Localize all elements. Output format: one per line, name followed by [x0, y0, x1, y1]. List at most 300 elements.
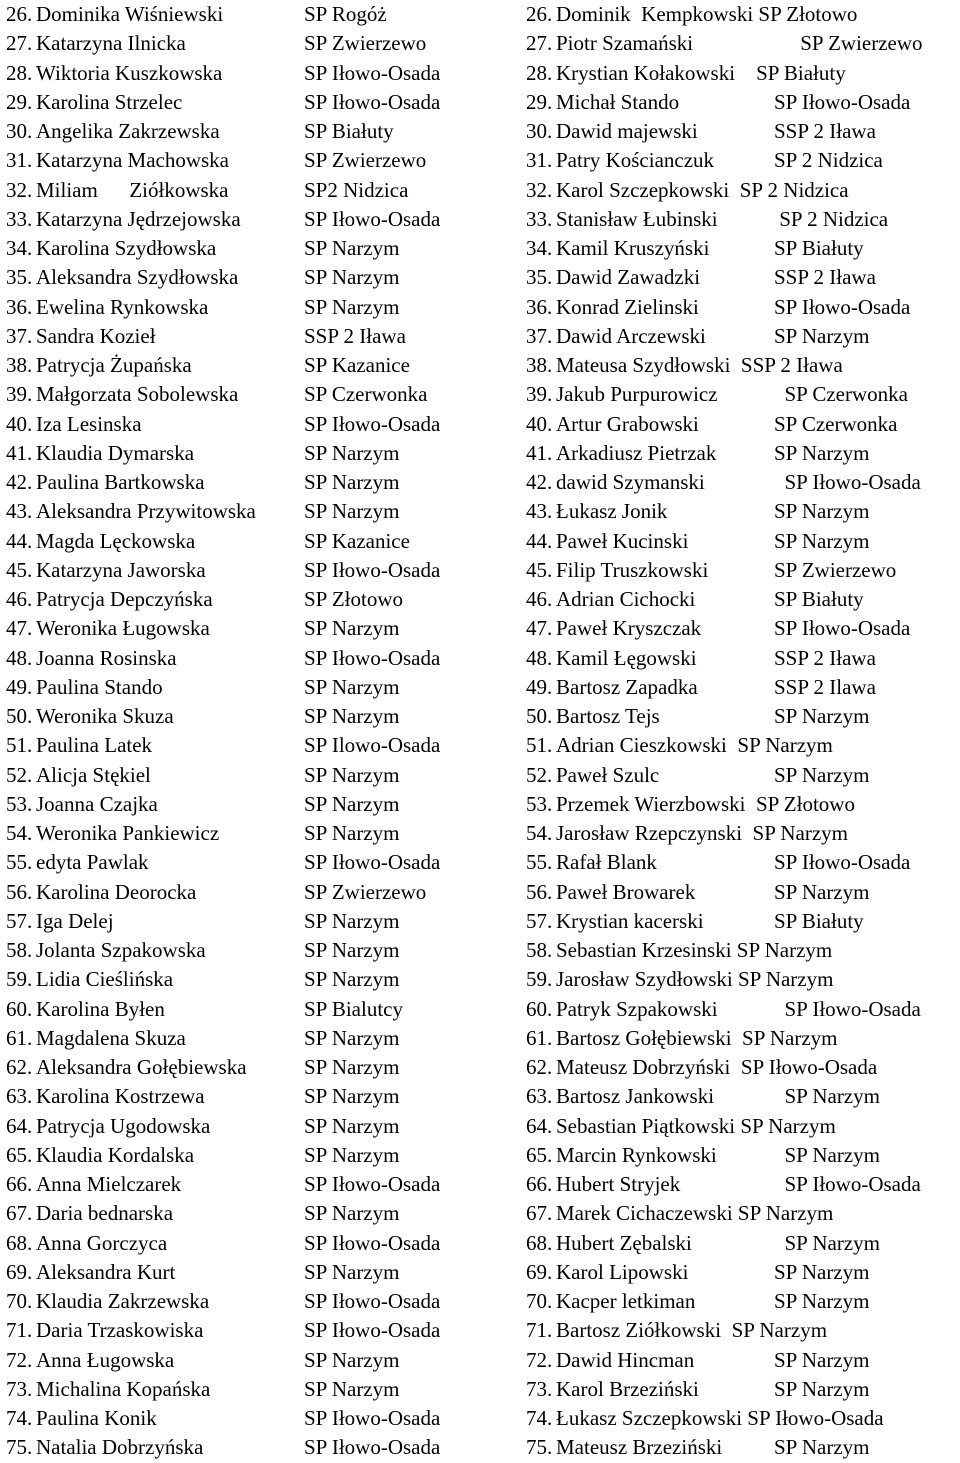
person-name: Jolanta Szpakowska [36, 938, 206, 962]
list-item [526, 146, 960, 175]
list-item [526, 1112, 960, 1141]
school-name: SP Narzym [774, 1230, 880, 1255]
school-name: SP Iłowo-Osada [774, 616, 911, 641]
school-name: SP Narzym [774, 440, 870, 465]
person-name: Bartosz Ziółkowski SP Narzym [556, 1318, 828, 1343]
entry-number: 46. [6, 587, 33, 611]
person-name: Marcin Rynkowski [556, 1142, 717, 1167]
list-item [6, 263, 516, 292]
entry-number: 68. [526, 1230, 553, 1255]
person-name: Bartosz Gołębiewski SP Narzym [556, 1025, 838, 1050]
list-item [6, 1199, 516, 1228]
entry-number: 26. [526, 2, 553, 26]
entry-number: 41. [526, 440, 553, 465]
list-item [526, 0, 960, 29]
list-item [6, 468, 516, 497]
school-name: SP Białuty [304, 119, 394, 143]
list-item [6, 59, 516, 88]
entry-number: 64. [526, 1113, 553, 1138]
list-item [6, 936, 516, 965]
entry-number: 62. [6, 1055, 33, 1079]
school-name: SP Iłowo-Osada [304, 206, 441, 231]
person-name: Karolina Strzelec [36, 89, 183, 114]
school-name: SP Narzym [774, 1347, 870, 1372]
list-item [526, 1141, 960, 1170]
entry-number: 35. [526, 265, 553, 290]
list-item [526, 673, 960, 702]
list-item [526, 556, 960, 585]
list-item [526, 59, 960, 88]
entry-number: 72. [526, 1347, 553, 1372]
person-name: Rafał Blank [556, 850, 657, 875]
school-name: SP Kazanice [304, 528, 410, 553]
entry-number: 59. [6, 967, 33, 992]
list-item [6, 1346, 516, 1375]
person-name: Kacper letkiman [556, 1289, 696, 1313]
school-name: SP Iłowo-Osada [304, 1318, 441, 1343]
entry-number: 29. [6, 89, 33, 114]
school-name: SSP 2 Iława [774, 645, 876, 670]
school-name: SP Czerwonka [304, 382, 428, 407]
school-name: SP Iłowo-Osada [774, 294, 911, 319]
list-item [526, 819, 960, 848]
school-name: SSP 2 Iława [774, 265, 876, 290]
list-item [526, 965, 960, 994]
list-item [6, 1141, 516, 1170]
entry-number: 71. [526, 1318, 553, 1343]
list-item [526, 234, 960, 263]
school-name: SP Iłowo-Osada [774, 89, 911, 114]
list-item [526, 176, 960, 205]
entry-number: 67. [526, 1201, 553, 1226]
entry-number: 56. [6, 879, 33, 904]
person-name: Aleksandra Kurt [36, 1259, 176, 1284]
list-item [6, 790, 516, 819]
person-name: dawid Szymanski [556, 470, 705, 494]
person-name: Paweł Kryszczak [556, 616, 702, 641]
entry-number: 73. [526, 1376, 553, 1401]
person-name: Jarosław Rzepczynski SP Narzym [556, 821, 848, 845]
entry-number: 26. [6, 2, 33, 26]
school-name: SP Iłowo-Osada [304, 60, 441, 85]
list-item [6, 1024, 516, 1053]
entry-number: 54. [526, 821, 553, 845]
list-item [526, 1024, 960, 1053]
person-name: Weronika Pankiewicz [36, 821, 220, 845]
list-item [6, 88, 516, 117]
school-name: SP Iłowo-Osada [304, 1172, 441, 1196]
entry-number: 37. [6, 323, 33, 348]
list-item [526, 1229, 960, 1258]
list-item [6, 1112, 516, 1141]
entry-number: 30. [6, 119, 33, 143]
entry-number: 67. [6, 1201, 33, 1226]
school-name: SP Narzym [774, 1376, 870, 1401]
list-item [526, 1375, 960, 1404]
school-name: SSP 2 Ilawa [774, 674, 876, 699]
entry-number: 49. [526, 674, 553, 699]
list-item [526, 878, 960, 907]
person-name: Kamil Łęgowski [556, 645, 697, 670]
entry-number: 45. [6, 557, 33, 582]
person-name: Dominik Kempkowski SP Złotowo [556, 2, 858, 26]
school-name: SP Narzym [304, 762, 400, 787]
entry-number: 48. [526, 645, 553, 670]
school-name: SP Ilowo-Osada [304, 733, 441, 758]
person-name: Bartosz Zapadka [556, 674, 698, 699]
list-item [526, 29, 960, 58]
school-name: SP Iłowo-Osada [304, 411, 441, 436]
person-name: Sebastian Krzesinski SP Narzym [556, 938, 833, 962]
person-name: Hubert Stryjek [556, 1172, 681, 1196]
school-name: SP Czerwonka [774, 382, 908, 407]
list-item [6, 322, 516, 351]
entry-number: 44. [6, 528, 33, 553]
list-item [6, 234, 516, 263]
school-name: SP Białuty [774, 236, 864, 260]
entry-number: 31. [526, 148, 553, 173]
school-name: SSP 2 Iława [304, 323, 406, 348]
person-name: Dawid Zawadzki [556, 265, 701, 290]
person-name: Alicja Stękiel [36, 762, 151, 787]
entry-number: 56. [526, 879, 553, 904]
person-name: Stanisław Łubinski [556, 206, 718, 231]
school-name: SP Zwierzewo [774, 557, 897, 582]
school-name: SP Złotowo [304, 587, 403, 611]
person-name: Klaudia Dymarska [36, 440, 195, 465]
list-item [6, 965, 516, 994]
entry-number: 35. [6, 265, 33, 290]
school-name: SP Narzym [774, 762, 870, 787]
person-name: Bartosz Tejs [556, 704, 660, 728]
entry-number: 29. [526, 89, 553, 114]
school-name: SP Narzym [774, 528, 870, 553]
person-name: Dawid Arczewski [556, 323, 706, 348]
list-item [6, 146, 516, 175]
school-name: SP Zwierzewo [774, 31, 923, 56]
entry-number: 34. [6, 236, 33, 260]
person-name: Karolina Deorocka [36, 879, 197, 904]
person-name: Natalia Dobrzyńska [36, 1435, 204, 1460]
school-name: SP Iłowo-Osada [774, 470, 921, 494]
school-name: SP Narzym [774, 1259, 870, 1284]
person-name: Wiktoria Kuszkowska [36, 60, 223, 85]
person-name: Krystian Kołakowski SP Białuty [556, 60, 846, 85]
list-item [526, 1404, 960, 1433]
school-name: SP Narzym [304, 1259, 400, 1284]
list-item [6, 614, 516, 643]
person-name: Angelika Zakrzewska [36, 119, 220, 143]
list-item [526, 1433, 960, 1462]
entry-number: 70. [6, 1289, 33, 1313]
person-name: Sandra Kozieł [36, 323, 156, 348]
list-item [526, 1287, 960, 1316]
person-name: Katarzyna Machowska [36, 148, 229, 173]
entry-number: 36. [6, 294, 33, 319]
entry-number: 47. [6, 616, 33, 641]
school-name: SP Narzym [774, 1084, 880, 1109]
list-item [6, 761, 516, 790]
list-item [526, 702, 960, 731]
list-item [526, 1082, 960, 1111]
school-name: SP Narzym [774, 323, 870, 348]
list-item [6, 556, 516, 585]
entry-number: 73. [6, 1376, 33, 1401]
person-name: Daria bednarska [36, 1201, 174, 1226]
school-name: SP Iłowo-Osada [304, 89, 441, 114]
entry-number: 53. [526, 791, 553, 816]
person-name: Paweł Browarek [556, 879, 696, 904]
school-name: SP Narzym [774, 1142, 880, 1167]
person-name: Mateusz Brzeziński [556, 1435, 723, 1460]
person-name: Paulina Latek [36, 733, 153, 758]
person-name: Sebastian Piątkowski SP Narzym [556, 1113, 836, 1138]
entry-number: 43. [526, 499, 553, 524]
school-name: SP Bialutcy [304, 996, 403, 1021]
person-name: Piotr Szamański [556, 31, 694, 56]
person-name: Artur Grabowski [556, 411, 699, 436]
person-name: Mateusa Szydłowski SSP 2 Iława [556, 353, 843, 377]
person-name: Dawid majewski [556, 119, 698, 143]
person-name: Lidia Cieślińska [36, 967, 174, 992]
person-name: Karolina Szydłowska [36, 236, 217, 260]
school-name: SP Kazanice [304, 353, 410, 377]
entry-number: 58. [526, 938, 553, 962]
entry-number: 27. [6, 31, 33, 56]
entry-number: 34. [526, 236, 553, 260]
person-name: Patryk Szpakowski [556, 996, 718, 1021]
entry-number: 72. [6, 1347, 33, 1372]
person-name: Arkadiusz Pietrzak [556, 440, 717, 465]
school-name: SP Zwierzewo [304, 879, 427, 904]
person-name: Karolina Byłen [36, 996, 165, 1021]
entry-number: 53. [6, 791, 33, 816]
entry-number: 28. [6, 60, 33, 85]
person-name: Łukasz Szczepkowski SP Iłowo-Osada [556, 1406, 884, 1430]
entry-number: 61. [6, 1025, 33, 1050]
left-column [6, 0, 516, 1463]
person-name: Patrycja Żupańska [36, 353, 192, 377]
list-item [6, 1170, 516, 1199]
list-item [6, 848, 516, 877]
school-name: SP Iłowo-Osada [774, 996, 921, 1021]
person-name: Joanna Rosinska [36, 645, 177, 670]
list-item [6, 29, 516, 58]
entry-number: 28. [526, 60, 553, 85]
school-name: SP Narzym [304, 821, 400, 845]
entry-number: 47. [526, 616, 553, 641]
school-name: SP Narzym [774, 1289, 870, 1313]
entry-number: 75. [6, 1435, 33, 1460]
entry-number: 57. [526, 908, 553, 933]
list-item [526, 205, 960, 234]
entry-number: 51. [6, 733, 33, 758]
list-item [526, 380, 960, 409]
list-item [526, 293, 960, 322]
entry-number: 42. [526, 470, 553, 494]
person-name: Michał Stando [556, 89, 680, 114]
school-name: SP Narzym [304, 499, 400, 524]
entry-number: 44. [526, 528, 553, 553]
list-item [526, 1170, 960, 1199]
person-name: Michalina Kopańska [36, 1376, 211, 1401]
person-name: Iza Lesinska [36, 411, 142, 436]
person-name: Iga Delej [36, 908, 114, 933]
school-name: SP 2 Nidzica [774, 206, 889, 231]
person-name: Adrian Cichocki [556, 587, 696, 611]
school-name: SP Narzym [304, 265, 400, 290]
entry-number: 60. [526, 996, 553, 1021]
entry-number: 66. [6, 1172, 33, 1196]
person-name: Łukasz Jonik [556, 499, 668, 524]
list-item [526, 497, 960, 526]
school-name: SSP 2 Iława [774, 119, 876, 143]
entry-number: 71. [6, 1318, 33, 1343]
entry-number: 65. [6, 1142, 33, 1167]
person-name: Marek Cichaczewski SP Narzym [556, 1201, 834, 1226]
person-name: edyta Pawlak [36, 850, 149, 875]
list-item [6, 1229, 516, 1258]
school-name: SP Narzym [774, 499, 870, 524]
person-name: Paulina Stando [36, 674, 163, 699]
entry-number: 69. [6, 1259, 33, 1284]
person-name: Jarosław Szydłowski SP Narzym [556, 967, 834, 992]
entry-number: 32. [6, 177, 33, 202]
entry-number: 49. [6, 674, 33, 699]
entry-number: 50. [526, 704, 553, 728]
person-name: Hubert Zębalski [556, 1230, 692, 1255]
person-name: Patrycja Ugodowska [36, 1113, 211, 1138]
entry-number: 33. [6, 206, 33, 231]
person-name: Konrad Zielinski [556, 294, 699, 319]
entry-number: 60. [6, 996, 33, 1021]
entry-number: 27. [526, 31, 553, 56]
school-name: SP Rogóż [304, 2, 387, 26]
list-item [6, 673, 516, 702]
list-item [6, 117, 516, 146]
person-name: Joanna Czajka [36, 791, 158, 816]
entry-number: 74. [6, 1406, 33, 1430]
person-name: Weronika Ługowska [36, 616, 210, 641]
list-item [6, 1433, 516, 1462]
list-item [6, 527, 516, 556]
list-item [6, 907, 516, 936]
entry-number: 64. [6, 1113, 33, 1138]
list-item [526, 644, 960, 673]
entry-number: 68. [6, 1230, 33, 1255]
person-name: Aleksandra Gołębiewska [36, 1055, 247, 1079]
person-name: Aleksandra Szydłowska [36, 265, 239, 290]
entry-number: 50. [6, 704, 33, 728]
list-item [526, 410, 960, 439]
list-item [526, 322, 960, 351]
school-name: SP Narzym [774, 704, 870, 728]
list-item [526, 790, 960, 819]
list-item [6, 293, 516, 322]
entry-number: 40. [526, 411, 553, 436]
person-name: Karol Szczepkowski SP 2 Nidzica [556, 177, 849, 202]
person-name: Krystian kacerski [556, 908, 704, 933]
list-item [6, 0, 516, 29]
right-column [526, 0, 960, 1463]
list-item [526, 1199, 960, 1228]
school-name: SP Narzym [304, 1376, 400, 1401]
school-name: SP Narzym [304, 908, 400, 933]
list-item [526, 1258, 960, 1287]
list-item [6, 351, 516, 380]
entry-number: 63. [526, 1084, 553, 1109]
person-name: Karol Lipowski [556, 1259, 689, 1284]
school-name: SP Iłowo-Osada [304, 1406, 441, 1430]
list-item [526, 761, 960, 790]
list-item [6, 205, 516, 234]
person-name: Daria Trzaskowiska [36, 1318, 204, 1343]
school-name: SP Iłowo-Osada [304, 850, 441, 875]
entry-number: 63. [6, 1084, 33, 1109]
list-item [6, 410, 516, 439]
list-item [526, 907, 960, 936]
entry-number: 48. [6, 645, 33, 670]
school-name: SP Narzym [304, 236, 400, 260]
entry-number: 31. [6, 148, 33, 173]
entry-number: 46. [526, 587, 553, 611]
list-item [6, 878, 516, 907]
school-name: SP Narzym [304, 616, 400, 641]
entry-number: 30. [526, 119, 553, 143]
list-item [6, 1258, 516, 1287]
person-name: Karol Brzeziński [556, 1376, 699, 1401]
entry-number: 58. [6, 938, 33, 962]
person-name: Anna Ługowska [36, 1347, 175, 1372]
school-name: SP Narzym [304, 1347, 400, 1372]
list-item [6, 819, 516, 848]
list-item [526, 468, 960, 497]
entry-number: 57. [6, 908, 33, 933]
school-name: SP Iłowo-Osada [304, 557, 441, 582]
entry-number: 39. [6, 382, 33, 407]
entry-number: 75. [526, 1435, 553, 1460]
school-name: SP Narzym [304, 674, 400, 699]
school-name: SP Białuty [774, 908, 864, 933]
person-name: Paweł Kucinski [556, 528, 689, 553]
list-item [6, 995, 516, 1024]
entry-number: 52. [526, 762, 553, 787]
entry-number: 43. [6, 499, 33, 524]
school-name: SP Narzym [304, 294, 400, 319]
school-name: SP Narzym [304, 440, 400, 465]
list-item [526, 263, 960, 292]
school-name: SP Iłowo-Osada [304, 1230, 441, 1255]
list-item [526, 527, 960, 556]
list-item [6, 176, 516, 205]
school-name: SP Narzym [304, 791, 400, 816]
list-item [6, 644, 516, 673]
list-item [526, 351, 960, 380]
person-name: Adrian Cieszkowski SP Narzym [556, 733, 833, 758]
entry-number: 51. [526, 733, 553, 758]
person-name: Dawid Hincman [556, 1347, 695, 1372]
person-name: Ewelina Rynkowska [36, 294, 209, 319]
list-item [526, 731, 960, 760]
school-name: SP Iłowo-Osada [774, 850, 911, 875]
list-item [6, 1316, 516, 1345]
entry-number: 45. [526, 557, 553, 582]
list-item [6, 731, 516, 760]
entry-number: 59. [526, 967, 553, 992]
entry-number: 32. [526, 177, 553, 202]
school-name: SP Narzym [304, 1055, 400, 1079]
entry-number: 55. [6, 850, 33, 875]
